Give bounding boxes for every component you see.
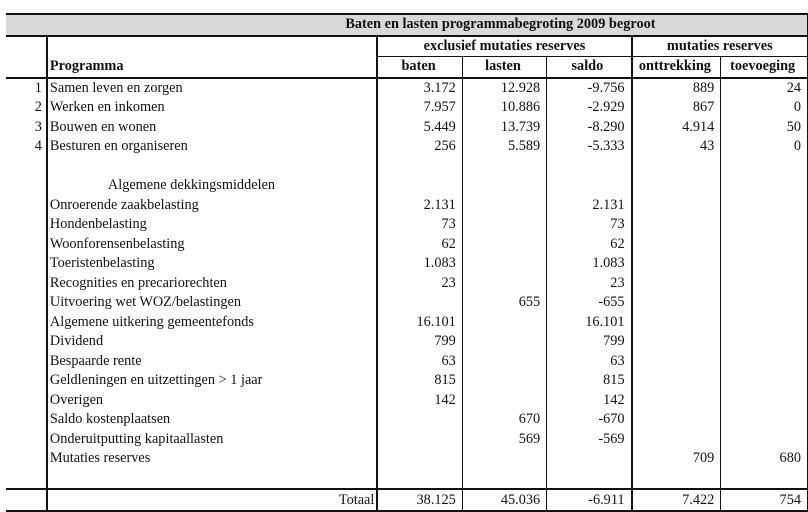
group-header-mut: mutaties reserves xyxy=(632,36,808,57)
row-number: 1 xyxy=(6,78,47,99)
cell-lasten xyxy=(462,254,546,274)
cell-baten: 799 xyxy=(377,332,462,352)
total-row xyxy=(6,489,808,511)
blank-cell xyxy=(632,157,721,177)
cell-baten: 63 xyxy=(377,352,462,372)
cell-onttrekking xyxy=(632,371,721,391)
dekking-row xyxy=(6,449,808,469)
cell-baten: 2.131 xyxy=(377,196,462,216)
blank-cell xyxy=(632,469,721,490)
cell-saldo: 142 xyxy=(547,391,632,411)
blank-cell xyxy=(721,469,808,490)
blank-cell xyxy=(462,157,546,177)
blank-cell xyxy=(377,157,462,177)
cell-baten: 256 xyxy=(377,137,462,157)
row-label: Woonforensenbelasting xyxy=(47,235,377,255)
total-baten: 38.125 xyxy=(377,489,462,511)
cell-lasten xyxy=(462,215,546,235)
dekking-row xyxy=(6,371,808,391)
cell-saldo: -2.929 xyxy=(547,98,632,118)
total-label: Totaal xyxy=(47,489,377,511)
cell-saldo: 1.083 xyxy=(547,254,632,274)
cell-onttrekking xyxy=(632,391,721,411)
cell-toevoeging xyxy=(721,254,808,274)
blank-cell xyxy=(6,469,47,490)
programma-row xyxy=(6,98,808,118)
row-number: 2 xyxy=(6,98,47,118)
cell-onttrekking xyxy=(632,352,721,372)
cell-saldo: 62 xyxy=(547,235,632,255)
blank-cell xyxy=(6,254,47,274)
row-label: Toeristenbelasting xyxy=(47,254,377,274)
blank-cell xyxy=(47,157,377,177)
cell-toevoeging xyxy=(721,313,808,333)
cell-saldo: -655 xyxy=(547,293,632,313)
blank-cell xyxy=(6,489,47,511)
cell-lasten xyxy=(462,235,546,255)
dekking-row xyxy=(6,410,808,430)
cell-saldo: 815 xyxy=(547,371,632,391)
cell-onttrekking xyxy=(632,430,721,450)
cell-baten: 815 xyxy=(377,371,462,391)
cell-toevoeging xyxy=(721,410,808,430)
cell-baten: 1.083 xyxy=(377,254,462,274)
blank-cell xyxy=(47,469,377,490)
dekking-row xyxy=(6,235,808,255)
cell-lasten xyxy=(462,371,546,391)
group-spacer-2 xyxy=(47,36,377,57)
dekking-row xyxy=(6,430,808,450)
cell-baten xyxy=(377,430,462,450)
cell-saldo xyxy=(547,449,632,469)
blank-cell xyxy=(721,176,808,196)
cell-lasten xyxy=(462,332,546,352)
cell-lasten xyxy=(462,313,546,333)
blank-cell xyxy=(6,352,47,372)
cell-saldo: 73 xyxy=(547,215,632,235)
cell-toevoeging: 680 xyxy=(721,449,808,469)
cell-lasten xyxy=(462,391,546,411)
row-number: 4 xyxy=(6,137,47,157)
dekking-row xyxy=(6,215,808,235)
group-header-excl: exclusief mutaties reserves xyxy=(377,36,631,57)
row-label: Werken en inkomen xyxy=(47,98,377,118)
blank-cell xyxy=(6,371,47,391)
programma-row xyxy=(6,137,808,157)
cell-lasten: 10.886 xyxy=(462,98,546,118)
cell-baten xyxy=(377,410,462,430)
col-lasten-header: lasten xyxy=(462,57,546,78)
cell-baten: 3.172 xyxy=(377,78,462,99)
cell-saldo: 799 xyxy=(547,332,632,352)
cell-baten: 23 xyxy=(377,274,462,294)
cell-lasten: 655 xyxy=(462,293,546,313)
programma-row xyxy=(6,78,808,99)
blank-cell xyxy=(6,293,47,313)
blank-cell xyxy=(632,176,721,196)
cell-lasten: 13.739 xyxy=(462,118,546,138)
group-spacer xyxy=(6,36,47,57)
cell-toevoeging xyxy=(721,371,808,391)
row-label: Samen leven en zorgen xyxy=(47,78,377,99)
dekking-row xyxy=(6,196,808,216)
cell-toevoeging xyxy=(721,215,808,235)
cell-toevoeging xyxy=(721,274,808,294)
blank-cell xyxy=(547,176,632,196)
col-toevoeging-header: toevoeging xyxy=(721,57,808,78)
cell-onttrekking xyxy=(632,215,721,235)
blank-cell xyxy=(6,332,47,352)
row-label: Overigen xyxy=(47,391,377,411)
group-header-row xyxy=(6,36,808,57)
cell-onttrekking: 867 xyxy=(632,98,721,118)
cell-lasten: 569 xyxy=(462,430,546,450)
blank-cell xyxy=(6,449,47,469)
blank-cell xyxy=(6,215,47,235)
cell-toevoeging: 0 xyxy=(721,137,808,157)
blank-cell xyxy=(377,176,462,196)
cell-onttrekking: 43 xyxy=(632,137,721,157)
row-label: Bouwen en wonen xyxy=(47,118,377,138)
row-number: 3 xyxy=(6,118,47,138)
blank-cell xyxy=(462,176,546,196)
blank-cell xyxy=(6,157,47,177)
cell-baten xyxy=(377,449,462,469)
row-label: Geldleningen en uitzettingen > 1 jaar xyxy=(47,371,377,391)
dekking-row xyxy=(6,274,808,294)
cell-saldo: 2.131 xyxy=(547,196,632,216)
title-row xyxy=(6,14,808,36)
cell-baten xyxy=(377,293,462,313)
cell-saldo: -9.756 xyxy=(547,78,632,99)
row-label: Hondenbelasting xyxy=(47,215,377,235)
cell-toevoeging xyxy=(721,352,808,372)
cell-saldo: 63 xyxy=(547,352,632,372)
cell-saldo: 16.101 xyxy=(547,313,632,333)
cell-lasten: 5.589 xyxy=(462,137,546,157)
row-label: Recognities en precariorechten xyxy=(47,274,377,294)
cell-onttrekking xyxy=(632,332,721,352)
blank-cell xyxy=(6,196,47,216)
cell-baten: 73 xyxy=(377,215,462,235)
cell-onttrekking xyxy=(632,235,721,255)
dekking-row xyxy=(6,352,808,372)
blank-cell xyxy=(547,469,632,490)
blank-cell xyxy=(721,157,808,177)
cell-onttrekking xyxy=(632,196,721,216)
cell-lasten xyxy=(462,449,546,469)
blank-row xyxy=(6,469,808,490)
title-spacer xyxy=(6,14,47,36)
table-title: Baten en lasten programmabegroting 2009 begroot xyxy=(47,14,808,36)
cell-toevoeging xyxy=(721,235,808,255)
blank-cell xyxy=(6,274,47,294)
programma-row xyxy=(6,118,808,138)
row-label: Uitvoering wet WOZ/belastingen xyxy=(47,293,377,313)
cell-baten: 142 xyxy=(377,391,462,411)
cell-lasten xyxy=(462,274,546,294)
dekking-row xyxy=(6,391,808,411)
row-label: Algemene uitkering gemeentefonds xyxy=(47,313,377,333)
total-lasten: 45.036 xyxy=(462,489,546,511)
cell-baten: 62 xyxy=(377,235,462,255)
total-onttrekking: 7.422 xyxy=(632,489,721,511)
cell-saldo: -5.333 xyxy=(547,137,632,157)
cell-lasten: 12.928 xyxy=(462,78,546,99)
blank-cell xyxy=(6,430,47,450)
cell-onttrekking xyxy=(632,410,721,430)
dekking-row xyxy=(6,332,808,352)
total-saldo: -6.911 xyxy=(547,489,632,511)
blank-row xyxy=(6,157,808,177)
cell-saldo: -569 xyxy=(547,430,632,450)
row-label: Onroerende zaakbelasting xyxy=(47,196,377,216)
cell-toevoeging xyxy=(721,196,808,216)
dekking-row xyxy=(6,293,808,313)
column-header-row xyxy=(6,57,808,78)
cell-baten: 16.101 xyxy=(377,313,462,333)
cell-onttrekking: 709 xyxy=(632,449,721,469)
col-programma-header: Programma xyxy=(47,57,377,78)
cell-toevoeging: 0 xyxy=(721,98,808,118)
cell-lasten: 670 xyxy=(462,410,546,430)
cell-onttrekking: 4.914 xyxy=(632,118,721,138)
cell-toevoeging xyxy=(721,332,808,352)
row-label: Mutaties reserves xyxy=(47,449,377,469)
cell-onttrekking xyxy=(632,293,721,313)
cell-toevoeging xyxy=(721,391,808,411)
section-heading: Algemene dekkingsmiddelen xyxy=(47,176,377,196)
blank-cell xyxy=(6,176,47,196)
cell-onttrekking xyxy=(632,313,721,333)
budget-table xyxy=(6,13,808,512)
cell-lasten xyxy=(462,196,546,216)
blank-cell xyxy=(462,469,546,490)
cell-onttrekking: 889 xyxy=(632,78,721,99)
cell-toevoeging xyxy=(721,430,808,450)
section-heading-row xyxy=(6,176,808,196)
cell-saldo: -8.290 xyxy=(547,118,632,138)
dekking-row xyxy=(6,313,808,333)
cell-baten: 7.957 xyxy=(377,98,462,118)
total-toevoeging: 754 xyxy=(721,489,808,511)
blank-cell xyxy=(6,313,47,333)
blank-cell xyxy=(6,235,47,255)
cell-toevoeging: 24 xyxy=(721,78,808,99)
col-onttrekking-header: onttrekking xyxy=(632,57,721,78)
row-label: Bespaarde rente xyxy=(47,352,377,372)
cell-onttrekking xyxy=(632,254,721,274)
cell-toevoeging xyxy=(721,293,808,313)
cell-baten: 5.449 xyxy=(377,118,462,138)
col-saldo-header: saldo xyxy=(547,57,632,78)
blank-cell xyxy=(6,391,47,411)
blank-cell xyxy=(547,157,632,177)
blank-cell xyxy=(377,469,462,490)
table-body xyxy=(6,14,808,511)
dekking-row xyxy=(6,254,808,274)
row-label: Dividend xyxy=(47,332,377,352)
row-label: Besturen en organiseren xyxy=(47,137,377,157)
cell-toevoeging: 50 xyxy=(721,118,808,138)
cell-saldo: -670 xyxy=(547,410,632,430)
cell-onttrekking xyxy=(632,274,721,294)
col-nr-header xyxy=(6,57,47,78)
blank-cell xyxy=(6,410,47,430)
cell-saldo: 23 xyxy=(547,274,632,294)
col-baten-header: baten xyxy=(377,57,462,78)
cell-lasten xyxy=(462,352,546,372)
row-label: Saldo kostenplaatsen xyxy=(47,410,377,430)
row-label: Onderuitputting kapitaallasten xyxy=(47,430,377,450)
